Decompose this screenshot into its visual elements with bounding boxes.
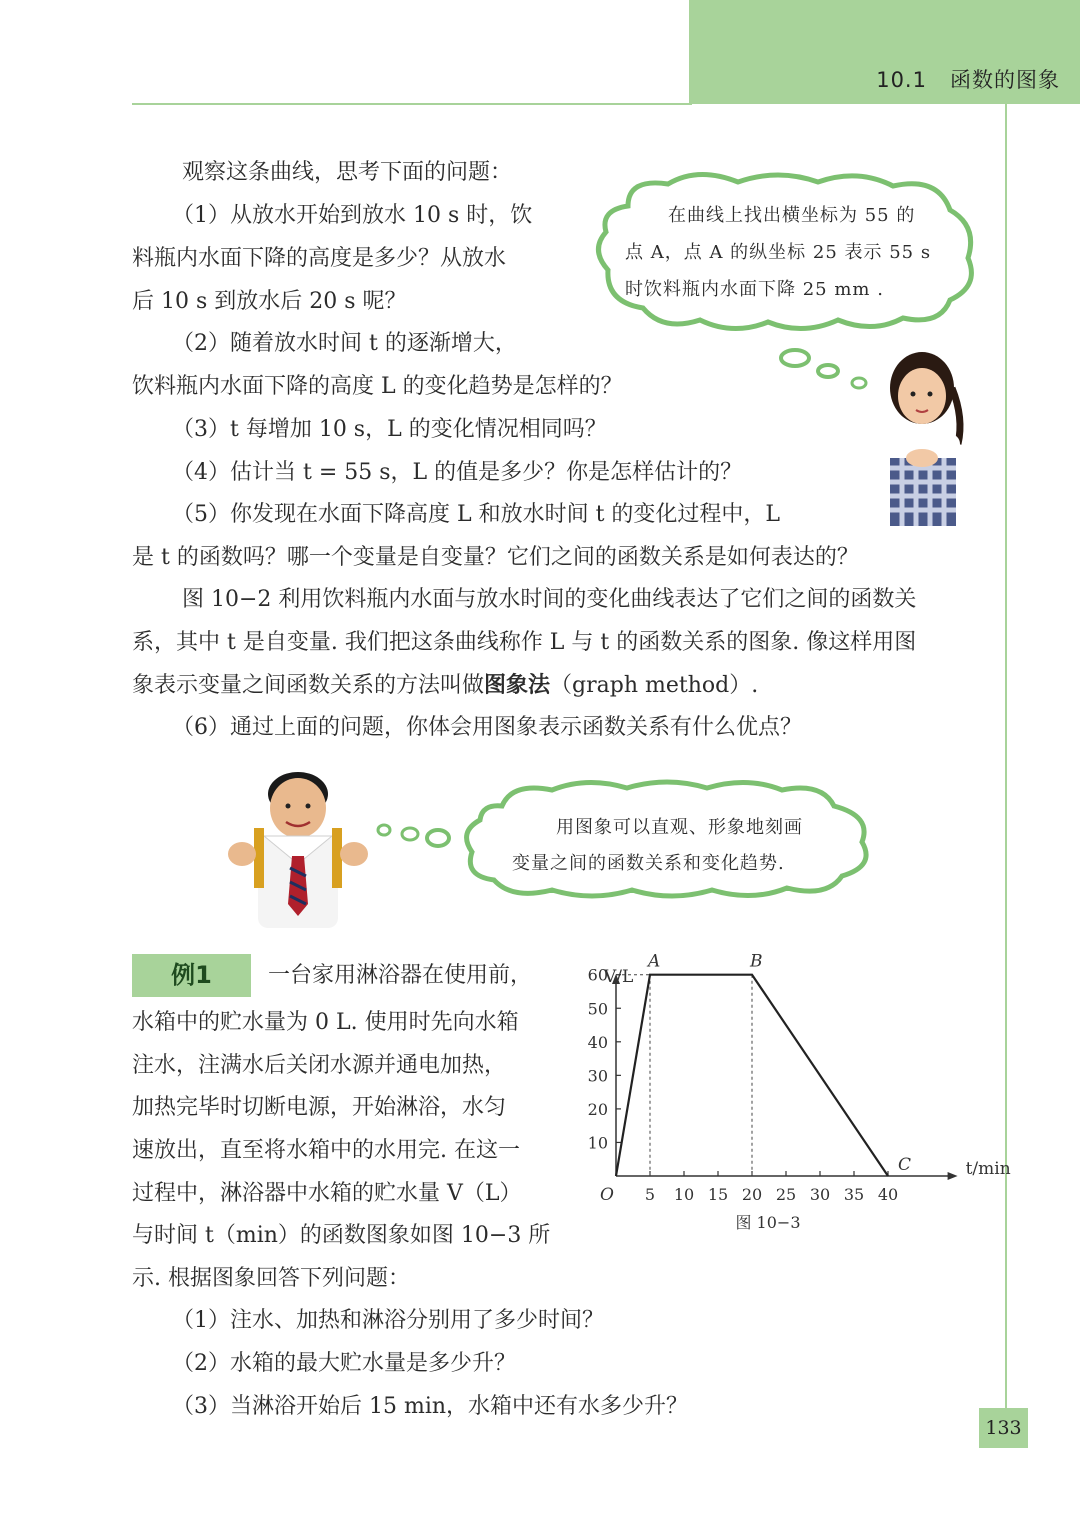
- x-tick-label: 30: [809, 1185, 831, 1204]
- x-axis-label: t/min: [965, 1159, 1011, 1179]
- function-graph: [580, 951, 1011, 1236]
- bubble-1-line-2: 点 A，点 A 的纵坐标 25 表示 55 s: [625, 242, 932, 263]
- question-6: （6）通过上面的问题，你体会用图象表示函数关系有什么优点？: [172, 715, 802, 740]
- y-axis-label: V/L: [604, 967, 634, 987]
- graph-method-line-3-text: 象表示变量之间函数关系的方法叫做: [132, 673, 485, 698]
- section-heading: [800, 64, 1060, 94]
- question-4: （4）估计当 t = 55 s，L 的值是多少？你是怎样估计的？: [172, 460, 743, 485]
- y-tick-label: 50: [587, 999, 608, 1019]
- y-tick-label: 20: [587, 1099, 608, 1119]
- example-line-2: 水箱中的贮水量为 0 L. 使用时先向水箱: [132, 1010, 519, 1035]
- example-line-4: 加热完毕时切断电源，开始淋浴，水匀: [132, 1095, 507, 1120]
- x-tick-label: 5: [644, 1185, 656, 1204]
- bubble-2-line-1: 用图象可以直观、形象地刻画: [556, 817, 803, 838]
- section-number: 10.1: [876, 68, 927, 92]
- question-1-line-2: 料瓶内水面下降的高度是多少？从放水: [132, 246, 507, 271]
- question-5-line-1: （5）你发现在水面下降高度 L 和放水时间 t 的变化过程中，L: [172, 502, 781, 527]
- x-tick-label: 20: [741, 1185, 763, 1204]
- question-3: （3）t 每增加 10 s，L 的变化情况相同吗？: [172, 417, 607, 442]
- example-line-7: 与时间 t（min）的函数图象如图 10−3 所: [132, 1223, 551, 1248]
- y-tick-label: 30: [587, 1066, 608, 1086]
- question-1-line-3: 后 10 s 到放水后 20 s 呢？: [132, 289, 407, 314]
- bubble-1-line-3: 时饮料瓶内水面下降 25 mm .: [625, 279, 884, 300]
- question-2-line-1: （2）随着放水时间 t 的逐渐增大，: [172, 331, 517, 356]
- boy-illustration: [228, 764, 368, 928]
- example-line-6: 过程中，淋浴器中水箱的贮水量 V（L）: [132, 1181, 522, 1206]
- y-tick-label: 60: [587, 965, 608, 985]
- y-tick-label: 40: [587, 1032, 608, 1052]
- x-tick-label: 35: [843, 1185, 865, 1204]
- margin-rule: [1005, 104, 1007, 1410]
- graph-method-term: 图象法: [484, 673, 551, 698]
- example-line-3: 注水，注满水后关闭水源并通电加热，: [132, 1053, 507, 1078]
- graph-method-line-1: 图 10−2 利用饮料瓶内水面与放水时间的变化曲线表达了它们之间的函数关: [182, 587, 917, 612]
- girl-illustration: [872, 348, 968, 526]
- example-question-3: （3）当淋浴开始后 15 min，水箱中还有水多少升？: [172, 1394, 689, 1419]
- example-line-8: 示. 根据图象回答下列问题：: [132, 1266, 410, 1291]
- bubble-2-line-2: 变量之间的函数关系和变化趋势.: [512, 853, 785, 874]
- x-tick-label: 15: [707, 1185, 729, 1204]
- question-1-line-1: （1）从放水开始到放水 10 s 时，饮: [172, 203, 533, 228]
- origin-label: O: [600, 1185, 614, 1205]
- graph-method-english: （graph method）.: [550, 673, 759, 698]
- example-line-1: 一台家用淋浴器在使用前，: [268, 963, 533, 988]
- graph-method-line-2: 系，其中 t 是自变量. 我们把这条曲线称作 L 与 t 的函数关系的图象. 像这样用图: [132, 630, 917, 655]
- x-tick-label: 10: [673, 1185, 695, 1204]
- graph-method-line-3: [132, 671, 758, 701]
- point-label-a: A: [648, 951, 661, 972]
- point-label-c: C: [898, 1155, 912, 1175]
- intro-text: 观察这条曲线，思考下面的问题：: [182, 160, 513, 185]
- question-5-line-2: 是 t 的函数吗？哪一个变量是自变量？它们之间的函数关系是如何表达的？: [132, 545, 859, 570]
- example-question-2: （2）水箱的最大贮水量是多少升？: [172, 1351, 516, 1376]
- x-tick-label: 40: [877, 1185, 899, 1204]
- section-title: 函数的图象: [950, 68, 1060, 92]
- page-number: 133: [979, 1408, 1028, 1448]
- point-label-b: B: [750, 951, 763, 972]
- example-question-1: （1）注水、加热和淋浴分别用了多少时间？: [172, 1308, 604, 1333]
- x-axis-arrow: [948, 1172, 958, 1180]
- chart-caption: 图 10−3: [735, 1213, 801, 1232]
- question-2-line-2: 饮料瓶内水面下降的高度 L 的变化趋势是怎样的？: [132, 374, 623, 399]
- y-tick-label: 10: [587, 1133, 608, 1153]
- x-tick-label: 25: [775, 1185, 797, 1204]
- bubble-1-line-1: 在曲线上找出横坐标为 55 的: [668, 205, 916, 226]
- example-line-5: 速放出，直至将水箱中的水用完. 在这一: [132, 1138, 520, 1163]
- header-rule: [132, 103, 692, 105]
- example-label: 例1: [132, 954, 251, 997]
